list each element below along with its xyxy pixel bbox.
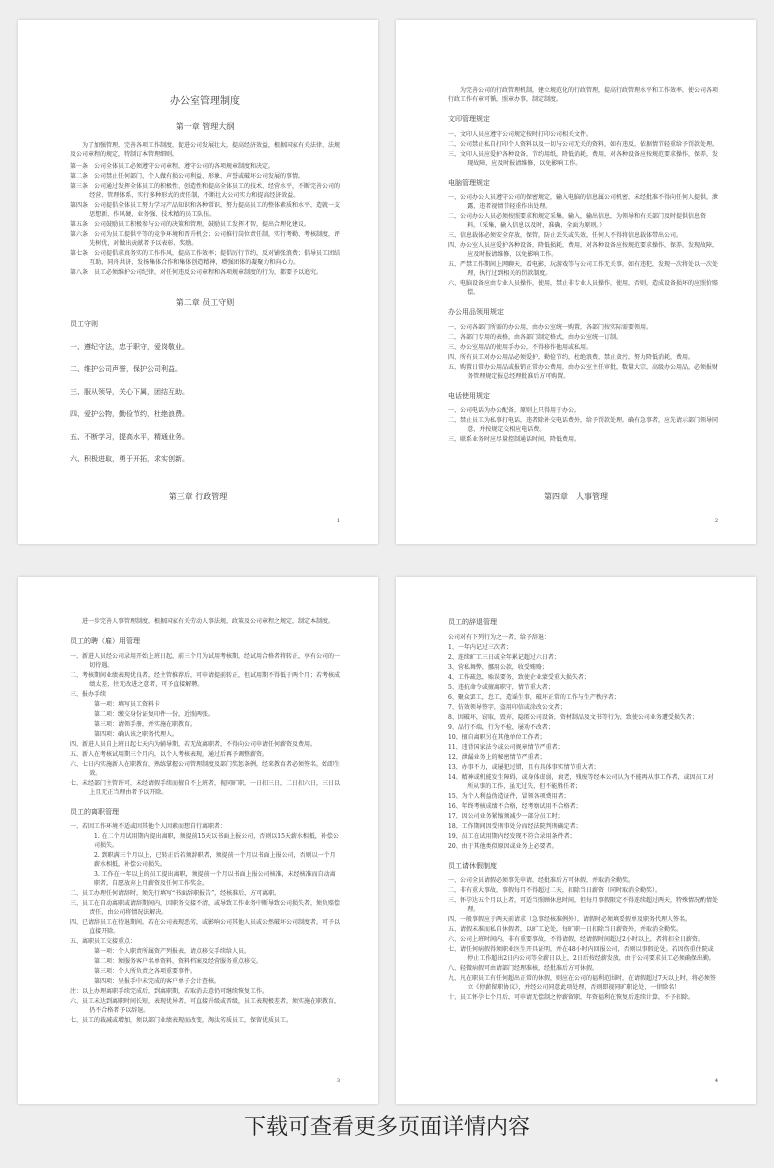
section-heading: 电话使用规定 (448, 391, 490, 400)
list-item: 6、聚众罢工，怠工，造谣生事，破坏正常的工作与生产秩序者； (448, 693, 620, 701)
section-heading: 员工的辞退管理 (448, 618, 497, 626)
section-heading: 办公用品领用规定 (448, 308, 504, 316)
list-item: 注：以上办理离职手续完成后，到离职期，若取消去意仍可继续恢复工作。 (70, 988, 269, 995)
page-number: 1 (336, 518, 340, 524)
list-item: 19、员工在试用期内经发现不符合录用条件者； (448, 832, 576, 840)
list-item: 15、为个人利益伪造证件，冒领各项费用者； (448, 792, 570, 800)
sub-item: 第二项：须服务客户名单资料，资料档案及经营服务重点移交。 (94, 958, 263, 965)
list-item: 7、仿效领导签字，盗用印信或涂改公文者； (448, 703, 566, 711)
article-list (70, 162, 340, 277)
sub-item: 2. 到职满三个月以上，已转正后若须辞职者，须提前一个月以书面上报公司，否则以一个月薪水相抵，补偿公司损失。 (94, 852, 336, 868)
list-item: 二、公司办公人员必须按照要求和规定采集，输入，输出信息，为领导和有关部门及时提供信息资料。（采集，输入信息以及时，准确，全面为原则。） (448, 213, 707, 229)
sub-item: 第四项：呈报手中未完成的客户单子会计查核。 (94, 978, 221, 985)
section-heading: 员工的离职管理 (70, 807, 119, 816)
sub-item: 第三项：请领手册，并实施在职教育。 (94, 720, 197, 728)
list-item: 一、公司电话为办公配备，原则上只得用于办公。 (448, 407, 581, 414)
list-item: 一、若因工作环境不适或因其他个人因素而想自行离职者： (70, 823, 227, 830)
list-item: 五、购置日常办公用品或报销正常办公费用，由办公室主任审批，数量大宗，高级办公用品，必须报财务管理规定报总经理批准后方可购置。 (448, 363, 719, 380)
article-item: 第三条 公司通过发挥全体员工的积极性、创造性和提高全体员工的技术、经营水平，不断完善公司的经营、管理体系，实行多种形式的责任制，不断壮大公司实力和提高经济效益。 (70, 183, 341, 199)
rule-item: 四、爱护公物，勤俭节约，杜绝浪费。 (70, 410, 189, 418)
page-number: 2 (714, 518, 718, 524)
sub-item: 第四项：确认该之职务代理人。 (94, 730, 179, 738)
list-item: 四、办公室人员应爱护各种设备，降低损耗，费用，对各种设备应按规范要求操作，保养，发现故障，应及时报请维修，以免影响工作。 (448, 242, 719, 258)
document-page-2 (396, 20, 756, 544)
list-item: 9、品行不端，行为不检，屡劝不改者； (448, 723, 554, 731)
list-item: 五、严禁工作期间上网聊天，看电影，玩游戏等与公司工作无关事，如有违犯，发现一次将处以一次处理，执行过到相关的罚款制度。 (448, 261, 719, 277)
list-item: 18、工作期间因受刑事处分而经法院判刑确定者； (448, 822, 582, 830)
rule-item: 二、维护公司声誉，保护公司利益。 (70, 365, 182, 373)
rule-item: 五、不断学习，提高水平，精通业务。 (70, 432, 189, 441)
list-item: 17、因公司业务紧缩须减少一部分员工时； (448, 812, 564, 820)
list-item: 七、员工的裁减或增加，须以部门业绩表现而改变，淘汰劣质员工，保留优质员工。 (70, 1017, 293, 1024)
list-item: 三、信息载体必须安全存放，保管，防止丢失或失效，任何人不得将信息载体带出公司。 (448, 232, 683, 239)
article-item: 第六条 公司为员工提供平等的竞争环境和晋升机会；公司推行岗位责任制，实行考勤、考核制度，评先树优，对做出贡献者予以表彰、奖励。 (70, 231, 341, 247)
list-item: 六、员工未达到离职时间长短，表现优异者，可直接升级或晋级，员工表现极差者，须实施在职教育，仍不合格者予以辞退。 (70, 998, 341, 1014)
sub-item: 1. 在二个月试用期内提出离职，须提前15天以书面上报公司，否则以15天薪水相抵，补偿公司损失。 (94, 833, 339, 849)
list-item: 20、由于其他类似原因或业务上必要者。 (448, 842, 558, 850)
document-page-1 (18, 20, 378, 544)
list-item: 11、违背国家法令或公司规章情节严重者； (448, 743, 564, 751)
list-item: 五、新人在考核试用期三个月内，以个人考核表现，通过后再予调整薪资。 (70, 750, 269, 758)
list-item: 五、请假未准而私自休假者，以旷工论处，每旷职一日扣除当日薪资外，并取消全勤奖。 (448, 926, 683, 933)
list-item: 四、已请辞员工在待退期间，若在公司表现恶劣，或影响公司其他人员或公然破坏公司制度者，可予以直接开除。 (70, 919, 341, 935)
download-prompt: 下载可查看更多页面详情内容 (243, 1115, 530, 1140)
list-item: 2、连续旷工三日或全年累记超过六日者； (448, 653, 560, 661)
list-item: 六、电脑设备应由专业人员操作，使用，禁止非专业人员操作，使用，否则，造成设备损坏的应照价赔偿。 (448, 280, 719, 296)
document-title: 办公室管理制度 (170, 96, 240, 107)
chapter-heading: 第三章 行政管理 (168, 492, 228, 501)
list-item: 13、办事不力，或屡犯过错，且有具体事实情节重大者； (448, 763, 600, 771)
section-heading: 员工守则 (70, 320, 98, 328)
section-heading: 电脑管理规定 (448, 178, 490, 187)
document-page-3 (18, 577, 378, 1104)
sub-item: 第一项：填写员工资料卡 (94, 700, 161, 708)
intro-paragraph: 进一步完善人事管理制度，根据国家有关劳动人事法规，政策及公司章程之规定，制定本制度。 (82, 618, 335, 625)
list-item: 三、联系业务时应尽量控制通话时间，降低费用。 (448, 436, 581, 443)
list-item: 三、报办手续 (70, 690, 107, 698)
list-item: 五、离职员工交接重点： (70, 938, 137, 945)
list-item: 二、各部门专用的表格，由各部门制定格式，由办公室统一订制。 (448, 333, 623, 341)
list-item: 二、员工办理任何请辞时，须先行填写“书面辞职报告”，经核准后，方可离职。 (70, 890, 281, 897)
list-item: 二、公司禁止私自打印个人资料以及一切与公司无关的资料，如有违反，依据情节轻重给予罚款处理。 (448, 140, 719, 148)
list-item: 5、违抗命令或擅离职守，情节重大者； (448, 683, 554, 691)
intro-paragraph: 为了加强管理，完善各项工作制度，促进公司发展壮大，提高经济效益，根据国家有关法律、法规及公司章程的规定，特制订本管理细则。 (70, 142, 341, 158)
list-item: 二、考核期间业绩表现优良者，经主管推荐后，可申请提前转正，但试用期不得低于两个月；若考核成绩太差，往无改进之意者，可予直接解聘。 (70, 671, 341, 688)
list-item: 14、精神或机能发生障碍，或身体虚弱，衰老，残废等经本公司认为不能再从事工作者，或因员工对所从事的工作，虽无过失，但不能胜任者； (448, 773, 714, 790)
list-item: 一、公司全员请假必须事先申请，经批准后方可休假，并取消全勤奖。 (448, 877, 635, 884)
page-number: 4 (714, 1078, 718, 1084)
section-heading: 员工的聘（雇）用管理 (70, 637, 140, 645)
article-item: 第八条 员工必须维护公司纪律，对任何违反公司章程和各项规章制度的行为，都要予以追究。 (70, 269, 323, 276)
list-item: 1、一年内记过三次者； (448, 643, 512, 651)
list-item: 一、新进人员经公司录用开始上班日起，前三个月为试用考核期，经试用合格者将转正，享有公司的一切待遇。 (70, 652, 341, 669)
list-item: 九、凡在职员工有任何超出正常的休假，则应在公司的福利范围时，在请假超过7天以上时，将必须签立《停薪留职协议》，并经公司同意此项处理，否则即视同旷职论处，一律除名！ (448, 975, 716, 991)
page-number: 3 (336, 1078, 340, 1084)
chapter-heading: 第二章 员工守则 (175, 298, 235, 307)
list-item: 3、营私舞弊，挪用公款，收受贿赂； (448, 663, 548, 671)
article-item: 第四条 公司提倡全体员工努力学习产品知识和各种常识，努力提高员工的整体素质和水平，造就一支思想新、作风硬、业务强、技术精的员工队伍。 (70, 202, 341, 218)
list-item: 二、禁止员工为私事打电话，违者除补交电话费外，给予罚款处理。确有急事者，应先请示部门领导同意，并按规定交相应电话费。 (448, 417, 719, 433)
chapter-heading: 第四章 人事管理 (544, 492, 608, 501)
article-item: 第五条 公司鼓励员工积极参与公司的决策和管理，鼓励员工发挥才智，提出合理化建议。 (70, 221, 311, 228)
article-item: 第二条 公司禁止任何部门、个人做有损公司利益、形象、声誉或破坏公司发展的事情。 (70, 173, 305, 180)
list-item: 八、轻微病假可由请部门经理准核，经批准后方可休假。 (448, 965, 599, 972)
article-item: 第一条 公司全体员工必须遵守公司章程，遵守公司的各项规章制度和决定。 (70, 163, 275, 170)
list-item: 一、文印人员应遵守公司规定按时打印公司相关文件。 (448, 130, 593, 138)
list-item: 二、非有重大事故，事假每月不得超过二天，扣除当日薪资（同时取消全勤奖）。 (448, 887, 662, 894)
list-item: 七、请任何病假得须职业医生开具证明，并在48小时内回报公司，否则以事假论处。若因伤重住院或停止工作超出2日内公司等全薪日以上，2日后按经薪发放，由于公司要求员工必须确保出勤。 (448, 946, 715, 962)
article-item: 第七条 公司提倡求真务实的工作作风，提高工作效率；提倡厉行节约，反对铺张浪费；倡导员工团结互助，同舟共济，发扬集体合作和集体创造精神，增强团体的凝聚力和向心力。 (70, 250, 341, 266)
list-item: 三、办公室用品的使用手办公，不得移作他用或私用。 (448, 343, 593, 351)
list-item: 四、所有员工对办公用品必须爱护，勤俭节约，杜绝浪费，禁止贪污，努力降低消耗，费用。 (448, 353, 695, 361)
lead-text: 公司对有下列行为之一者，给予辞退： (448, 633, 551, 641)
list-item: 12、泄漏业务上的秘密情节严重者； (448, 753, 546, 761)
list-item: 一、公司办公人员遵守公司的保密规定，输入电脑的信息属公司机密，未经批准不得向任何人提供，泄露，违者视情节轻重作出处理。 (448, 194, 719, 210)
sub-item: 第一项：个人职责所属资产列报表，请点移交手续给人员。 (94, 948, 251, 955)
list-item: 六、公司上班时间内，非有重要事故，不得请假，经请假时间超过2小时以上，者将扣全日薪资。 (448, 936, 704, 943)
sub-item: 第三项：个人所负责之各项重要事件。 (94, 968, 197, 975)
document-page-4 (396, 577, 756, 1104)
rule-item: 六、积极进取，勇于开拓，求实创新。 (70, 455, 189, 463)
section-heading: 员工请休假制度 (448, 861, 497, 870)
section-heading: 文印管理规定 (448, 115, 490, 123)
intro-paragraph: 为完善公司的行政管理机制，建立规范化的行政管理，提高行政管理水平和工作效率，使公司各项行政工作有章可循，照章办事，制定制度。 (448, 87, 719, 103)
chapter-heading: 第一章 管理大纲 (175, 122, 235, 131)
list-item: 七、未经部门主管许可，未经请假手续而擅自不上班者，视同旷职，一日扣三日，二日扣六日，三日以上且无正当理由者予以开除。 (70, 779, 341, 796)
list-item: 8、因破坏，窃取，毁弃，隐匿公司设备，资材制品及文书等行为，致使公司业务遭受损失者； (448, 713, 698, 721)
list-item: 四、一般事假应于两天前请求（急事经核准例外），请假时必须填妥假单及职务代理人签名。 (448, 916, 692, 923)
list-item: 10、擅自离职另在其他单位工作者； (448, 733, 546, 741)
sub-item: 3. 工作在一年以上的员工提出离职，须提前一个月以书面上报公司核准，未经核准而自动离职者，自愿放弃上月薪资及任何工作奖金。 (94, 871, 336, 887)
list-item: 六、七日内实施新人在职教育，熟练掌握公司管理制度及部门奖惩条例，经来教育者必须签名，始即生效。 (70, 760, 341, 777)
sub-item: 第二项：缴交身份证复印件一份，近照两张。 (94, 710, 215, 718)
list-item: 一、公司各部门所需的办公用，由办公室统一购置，各部门按实际需要领用。 (448, 323, 653, 331)
list-item: 三、文印人员应爱护各种设备，节约用纸，降低消耗，费用，对各种设备应按规范要求操作，保养，发现故障，应及时报请维修，以免影响工作。 (448, 150, 719, 167)
list-item: 三、怀孕达五个月以上者，可适当照顾休息时间，但每月事假限定不得连续超过两天，特殊情况酌情处理。 (448, 897, 719, 913)
list-item: 4、工作疏忽，贻误要务，致使企业蒙受重大损失者； (448, 673, 590, 681)
rule-item: 一、遵纪守法，忠于职守，爱岗敬业。 (70, 342, 189, 351)
list-item: 四、新进人员自上班日起七天内为辅导期，若无故离职者，不得向公司申请任何薪资及费用。 (70, 740, 317, 748)
list-item: 16、年终考核成绩不合格，经考察试用不合格者； (448, 802, 582, 810)
rule-item: 三、服从领导，关心下属，团结互助。 (70, 387, 189, 396)
list-item: 十、员工怀孕七个月后，可申请无偿制之停薪留职，年资福利在恢复后连续计算，不予扣除。 (448, 994, 695, 1001)
list-item: 三、员工在自动离职或请辞期间内，因职务交接不清，或导致工作业务中断导致公司损失者，须负赔偿责任，由公司将情况法解决。 (70, 900, 341, 916)
